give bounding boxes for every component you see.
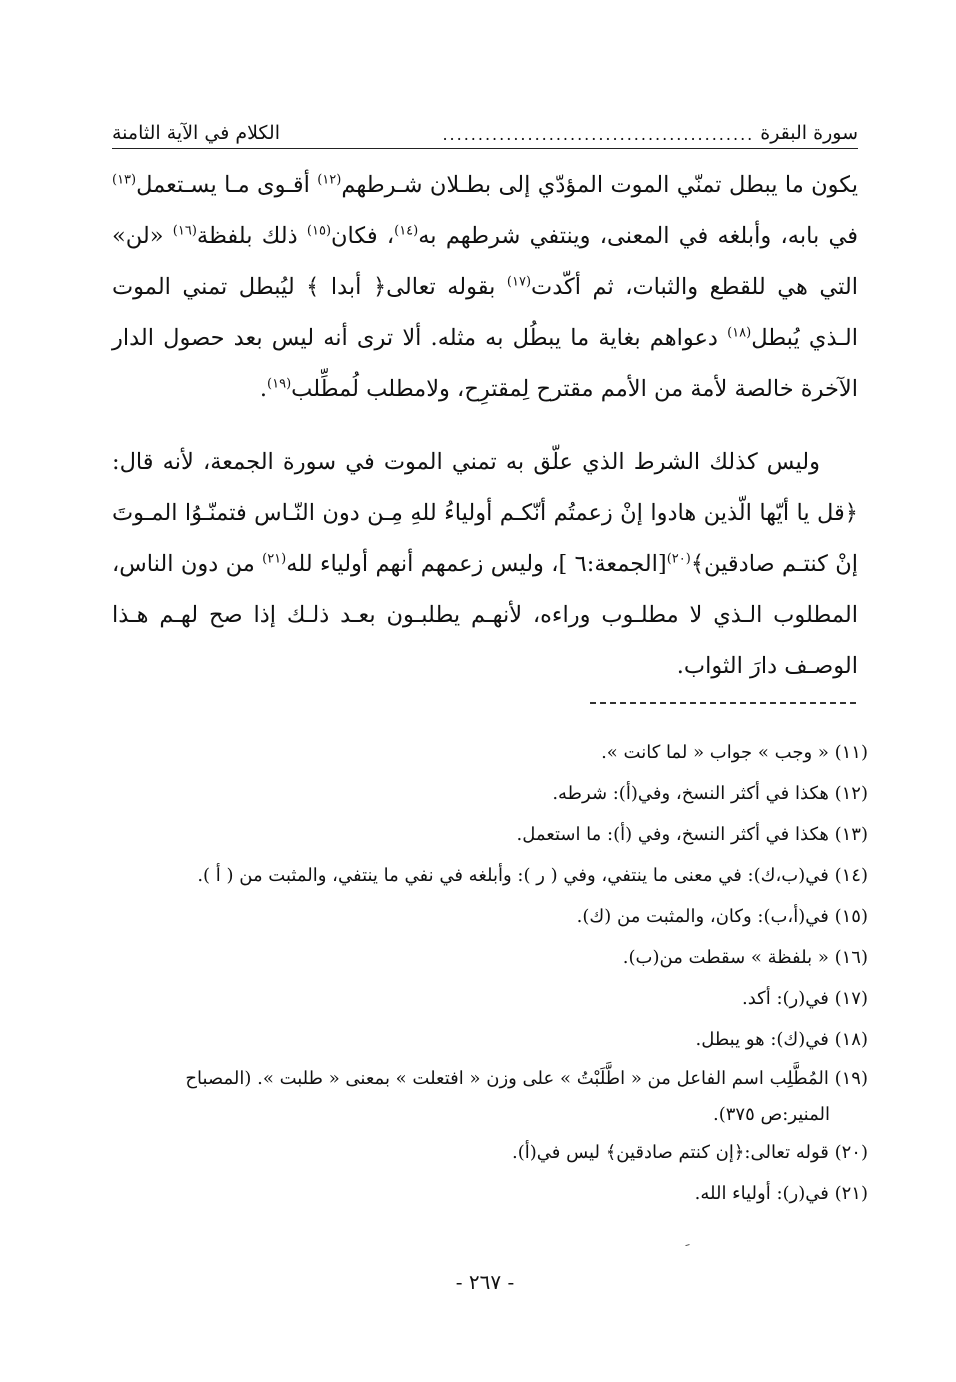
paragraph-1 bbox=[112, 160, 858, 415]
text-run: دعواهم بغاية ما يبطُل به مثله. ألا ترى أنه ليس بعد حصول الدار الآخرة خالصة لأمة من الأمم مقترح لِمقترِح، ولامطلب لُمطِّلب bbox=[112, 325, 858, 402]
paragraph-2 bbox=[112, 437, 858, 692]
text-run: [الجمعة:٦ ]، وليس زعمهم أنهم أولياء لله bbox=[286, 551, 667, 577]
footnotes bbox=[112, 732, 868, 1214]
text-run: أقـوى مـا يسـتعمل bbox=[136, 172, 318, 198]
text-run: وليس كذلك الشرط الذي علّق به تمني الموت في سورة الجمعة، لأنه قال:﴿قل يا أيّها الّذين هادوا إنْ زعمتُم أنّكـم أولياءُ للهِ مِـن دون النّـاس فتمنّـوُا المـوتَ إنْ كنتـم صادقين﴾ bbox=[112, 449, 858, 577]
footnote-18: (١٨) في(ك): هو يبطل. bbox=[695, 1029, 868, 1050]
footnote-ref: (١٤) bbox=[394, 223, 419, 239]
text-run: يكون ما يبطل تمنّي الموت المؤدّي إلى بطـلان شـرطهم bbox=[341, 172, 858, 198]
section-title: الكلام في الآية الثامنة bbox=[112, 122, 280, 144]
text-run: ، فكان bbox=[331, 223, 395, 249]
footnote-19 bbox=[112, 1060, 868, 1132]
footnote-ref: (١٢) bbox=[317, 172, 342, 188]
footnote-separator bbox=[590, 702, 856, 704]
footnote-21: (٢١) في(ر): أولياء الله. bbox=[694, 1183, 868, 1204]
footnote-20: (٢٠) قوله تعالى:﴿إن كنتم صادقين﴾ ليس في(أ). bbox=[512, 1142, 868, 1163]
text-run: من دون الناس، المطلوب الـذي لا مطلـوب وراءه، لأنهـم يطلبـون بعـد ذلـك إذا صح لهـم هـذا الوصـف دارَ الثواب. bbox=[112, 551, 858, 679]
footnote-16: (١٦) « بلفظة » سقطت من(ب). bbox=[622, 947, 868, 968]
text-run: . bbox=[259, 376, 268, 402]
sura-title: سورة البقرة bbox=[760, 122, 858, 144]
footnote-15: (١٥) في(أ،ب): وكان، والمثبت من (ك). bbox=[576, 906, 868, 927]
footnote-ref: (١٩) bbox=[267, 376, 292, 392]
text-run: ذلك بلفظة bbox=[196, 223, 307, 249]
footnote-ref: (٢٠) bbox=[666, 551, 691, 567]
footnote-19-line2: المنير:ص ٣٧٥). bbox=[713, 1104, 830, 1125]
footnote-14: (١٤) في(ب،ك): في معنى ما ينتفي، وفي ( ر ): وأبلغه في نفي ما ينتفي، والمثبت من ( أ ). bbox=[197, 865, 868, 886]
text-run: «لن» التي هي للقطع والثبات، ثم أكّدت bbox=[112, 223, 858, 300]
footnote-ref: (١٧) bbox=[506, 274, 532, 290]
header-leader-dots: ............................................ bbox=[442, 125, 755, 144]
footnote-19-line1: (١٩) المُطَّلِب اسم الفاعل من « اطَّلَبْتُ » على وزن « افتعلت » بمعنى « طلبت ». (المصباح bbox=[185, 1068, 868, 1089]
footnote-ref: (١٦) bbox=[172, 223, 197, 239]
footnote-12: (١٢) هكذا في أكثر النسخ، وفي(أ): شرطه. bbox=[552, 783, 868, 804]
main-text bbox=[112, 160, 858, 692]
text-run: في بابه، وأبلغه في المعنى، وينتفي شرطهم به bbox=[418, 223, 858, 249]
page-number: - ٢٦٧ - bbox=[455, 1270, 515, 1294]
footnote-11: (١١) « وجب » جواب « لما كانت ». bbox=[601, 742, 868, 763]
running-header bbox=[112, 112, 858, 149]
footnote-ref: (١٣) bbox=[112, 172, 137, 188]
footnote-ref: (١٥) bbox=[306, 223, 332, 239]
footnote-17: (١٧) في(ر): أكد. bbox=[742, 988, 868, 1009]
text-run: بقوله تعالى﴿ أبدا ﴾ ليُبطل تمني الموت الـذي يُبطل bbox=[112, 274, 858, 351]
footnote-ref: (٢١) bbox=[262, 551, 287, 567]
footnote-13: (١٣) هكذا في أكثر النسخ، وفي (أ): ما استعمل. bbox=[516, 824, 868, 845]
footnote-ref: (١٨) bbox=[727, 325, 752, 341]
